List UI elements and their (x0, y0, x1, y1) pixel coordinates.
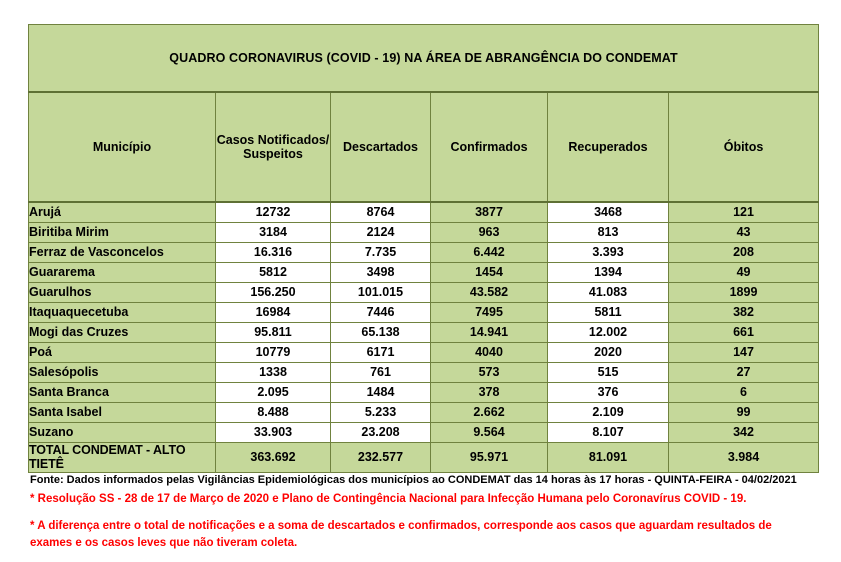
cell-notificados: 33.903 (216, 423, 331, 443)
cell-descartados: 8764 (331, 202, 431, 223)
cell-recuperados: 2.109 (548, 403, 669, 423)
cell-confirmados: 1454 (431, 263, 548, 283)
cell-descartados: 5.233 (331, 403, 431, 423)
cell-confirmados: 4040 (431, 343, 548, 363)
cell-confirmados: 2.662 (431, 403, 548, 423)
cell-notificados: 156.250 (216, 283, 331, 303)
cell-notificados: 16984 (216, 303, 331, 323)
cell-recuperados: 3.393 (548, 243, 669, 263)
cell-confirmados: 6.442 (431, 243, 548, 263)
column-header-confirmados: Confirmados (431, 92, 548, 202)
cell-descartados: 6171 (331, 343, 431, 363)
cell-recuperados: 8.107 (548, 423, 669, 443)
table-row (29, 303, 819, 323)
total-obitos: 3.984 (669, 443, 819, 473)
column-header-municipio: Município (29, 92, 216, 202)
table-row (29, 283, 819, 303)
column-header-obitos: Óbitos (669, 92, 819, 202)
cell-recuperados: 5811 (548, 303, 669, 323)
table-row (29, 363, 819, 383)
cell-municipio: Biritiba Mirim (29, 223, 216, 243)
cell-notificados: 16.316 (216, 243, 331, 263)
table-title-row (29, 25, 819, 93)
note-resolution: * Resolução SS - 28 de 17 de Março de 2020 e Plano de Contingência Nacional para Infecção Humana pelo Coronavírus COVID - 19. (30, 493, 747, 505)
cell-descartados: 23.208 (331, 423, 431, 443)
table-total-row (29, 443, 819, 473)
cell-obitos: 27 (669, 363, 819, 383)
cell-obitos: 49 (669, 263, 819, 283)
table-row (29, 403, 819, 423)
cell-recuperados: 376 (548, 383, 669, 403)
total-label: TOTAL CONDEMAT - ALTO TIETÊ (29, 443, 216, 473)
table-row (29, 202, 819, 223)
table-row (29, 323, 819, 343)
cell-descartados: 761 (331, 363, 431, 383)
cell-descartados: 2124 (331, 223, 431, 243)
cell-municipio: Salesópolis (29, 363, 216, 383)
cell-notificados: 12732 (216, 202, 331, 223)
cell-obitos: 6 (669, 383, 819, 403)
cell-descartados: 1484 (331, 383, 431, 403)
cell-confirmados: 14.941 (431, 323, 548, 343)
cell-municipio: Itaquaquecetuba (29, 303, 216, 323)
total-confirmados: 95.971 (431, 443, 548, 473)
cell-confirmados: 7495 (431, 303, 548, 323)
cell-descartados: 7446 (331, 303, 431, 323)
cell-descartados: 101.015 (331, 283, 431, 303)
table-row (29, 263, 819, 283)
table-row (29, 343, 819, 363)
cell-recuperados: 41.083 (548, 283, 669, 303)
cell-notificados: 3184 (216, 223, 331, 243)
cell-municipio: Suzano (29, 423, 216, 443)
cell-obitos: 382 (669, 303, 819, 323)
cell-obitos: 208 (669, 243, 819, 263)
cell-notificados: 2.095 (216, 383, 331, 403)
cell-recuperados: 515 (548, 363, 669, 383)
table-row (29, 243, 819, 263)
cell-municipio: Guarulhos (29, 283, 216, 303)
cell-confirmados: 378 (431, 383, 548, 403)
cell-obitos: 121 (669, 202, 819, 223)
cell-obitos: 147 (669, 343, 819, 363)
cell-obitos: 43 (669, 223, 819, 243)
cell-obitos: 99 (669, 403, 819, 423)
covid-summary-table (28, 24, 819, 473)
header-line-1: Casos Notificados/ (216, 132, 330, 147)
table-row (29, 423, 819, 443)
cell-obitos: 1899 (669, 283, 819, 303)
cell-recuperados: 2020 (548, 343, 669, 363)
cell-notificados: 95.811 (216, 323, 331, 343)
cell-municipio: Arujá (29, 202, 216, 223)
table-row (29, 223, 819, 243)
column-header-recuperados: Recuperados (548, 92, 669, 202)
cell-notificados: 1338 (216, 363, 331, 383)
cell-municipio: Ferraz de Vasconcelos (29, 243, 216, 263)
cell-municipio: Santa Branca (29, 383, 216, 403)
cell-municipio: Mogi das Cruzes (29, 323, 216, 343)
cell-confirmados: 963 (431, 223, 548, 243)
cell-descartados: 7.735 (331, 243, 431, 263)
cell-notificados: 10779 (216, 343, 331, 363)
cell-obitos: 661 (669, 323, 819, 343)
column-header-descartados: Descartados (331, 92, 431, 202)
total-notificados: 363.692 (216, 443, 331, 473)
cell-obitos: 342 (669, 423, 819, 443)
table-row (29, 383, 819, 403)
cell-recuperados: 1394 (548, 263, 669, 283)
cell-confirmados: 573 (431, 363, 548, 383)
header-line-2: Suspeitos (243, 147, 303, 161)
cell-confirmados: 43.582 (431, 283, 548, 303)
cell-confirmados: 3877 (431, 202, 548, 223)
cell-recuperados: 3468 (548, 202, 669, 223)
cell-descartados: 65.138 (331, 323, 431, 343)
column-header-casos-notificados (216, 92, 331, 202)
table-header-row (29, 92, 819, 202)
note-difference: * A diferença entre o total de notificações e a soma de descartados e confirmados, corresponde aos casos que aguardam resultados de exames e os casos leves que não tiveram coleta. (30, 520, 772, 549)
cell-recuperados: 12.002 (548, 323, 669, 343)
total-recuperados: 81.091 (548, 443, 669, 473)
cell-municipio: Poá (29, 343, 216, 363)
cell-municipio: Santa Isabel (29, 403, 216, 423)
cell-notificados: 8.488 (216, 403, 331, 423)
cell-descartados: 3498 (331, 263, 431, 283)
total-descartados: 232.577 (331, 443, 431, 473)
cell-notificados: 5812 (216, 263, 331, 283)
note-source: Fonte: Dados informados pelas Vigilâncias Epidemiológicas dos municípios ao CONDEMAT das 14 horas às 17 horas - QUINTA-FEIRA - 04/02/2021 (30, 474, 797, 486)
page-title: QUADRO CORONAVIRUS (COVID - 19) NA ÁREA DE ABRANGÊNCIA DO CONDEMAT (29, 25, 819, 93)
cell-recuperados: 813 (548, 223, 669, 243)
cell-municipio: Guararema (29, 263, 216, 283)
cell-confirmados: 9.564 (431, 423, 548, 443)
